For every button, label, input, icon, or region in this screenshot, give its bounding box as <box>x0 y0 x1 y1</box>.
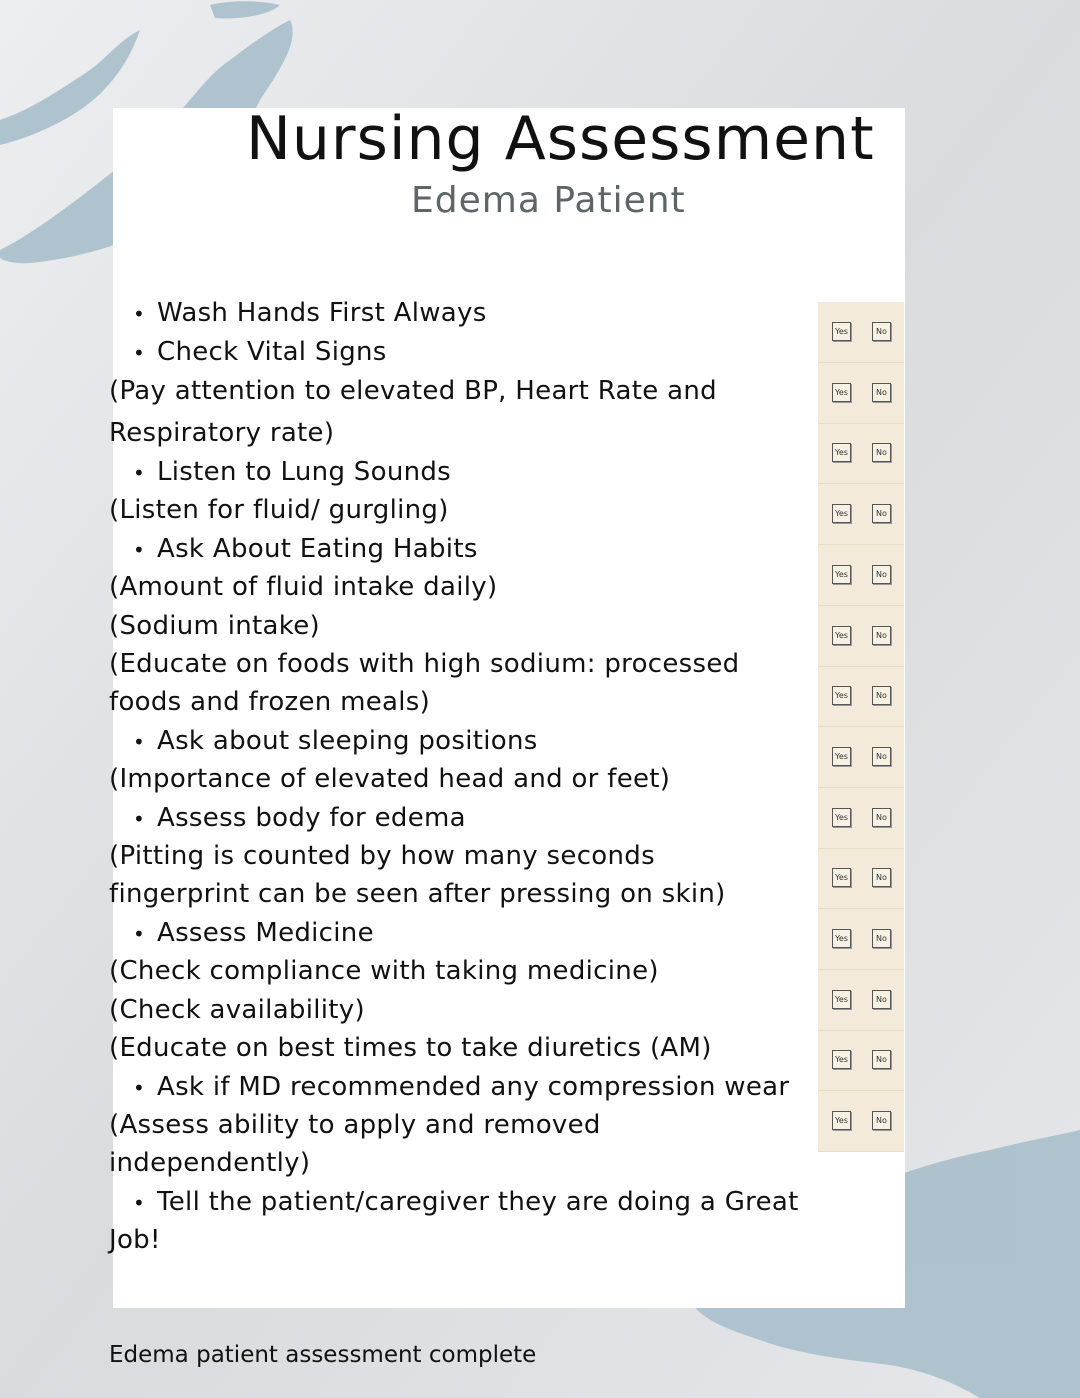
checkbox-row <box>818 363 904 424</box>
checklist-item: • Ask if MD recommended any compression wear <box>157 1072 789 1102</box>
checklist-item: • Tell the patient/caregiver they are doing a Great <box>157 1187 799 1217</box>
no-checkbox[interactable]: No <box>872 626 891 645</box>
checklist-note: (Assess ability to apply and removed <box>109 1110 601 1140</box>
yes-checkbox[interactable]: Yes <box>832 504 851 523</box>
yes-checkbox[interactable]: Yes <box>832 808 851 827</box>
no-checkbox[interactable]: No <box>872 322 891 341</box>
no-checkbox[interactable]: No <box>872 1111 891 1130</box>
checklist-item: • Assess body for edema <box>157 803 466 833</box>
checklist-item: • Wash Hands First Always <box>157 298 487 328</box>
yes-checkbox[interactable]: Yes <box>832 565 851 584</box>
page-subtitle: Edema Patient <box>411 180 686 221</box>
no-checkbox[interactable]: No <box>872 990 891 1009</box>
checkbox-row <box>818 302 904 363</box>
no-checkbox[interactable]: No <box>872 868 891 887</box>
yes-checkbox[interactable]: Yes <box>832 1111 851 1130</box>
checkbox-row <box>818 545 904 606</box>
yes-checkbox[interactable]: Yes <box>832 990 851 1009</box>
checklist-item: • Ask about sleeping positions <box>157 726 538 756</box>
yes-checkbox[interactable]: Yes <box>832 626 851 645</box>
yes-checkbox[interactable]: Yes <box>832 929 851 948</box>
no-checkbox[interactable]: No <box>872 808 891 827</box>
yes-checkbox[interactable]: Yes <box>832 686 851 705</box>
no-checkbox[interactable]: No <box>872 443 891 462</box>
checkbox-row <box>818 727 904 788</box>
yes-checkbox[interactable]: Yes <box>832 868 851 887</box>
checkbox-row <box>818 423 904 484</box>
yes-checkbox[interactable]: Yes <box>832 443 851 462</box>
checklist-note: foods and frozen meals) <box>109 687 431 717</box>
checklist-note: (Check compliance with taking medicine) <box>109 956 659 986</box>
yes-checkbox[interactable]: Yes <box>832 383 851 402</box>
yes-no-checkbox-strip <box>818 302 904 1152</box>
no-checkbox[interactable]: No <box>872 1050 891 1069</box>
checklist-note: fingerprint can be seen after pressing on skin) <box>109 879 726 909</box>
checkbox-row <box>818 666 904 727</box>
no-checkbox[interactable]: No <box>872 504 891 523</box>
yes-checkbox[interactable]: Yes <box>832 1050 851 1069</box>
checklist-item: • Check Vital Signs <box>157 337 387 367</box>
checklist-note: (Check availability) <box>109 995 365 1025</box>
page-title: Nursing Assessment <box>246 104 875 174</box>
checkbox-row <box>818 848 904 909</box>
checklist-note: (Amount of fluid intake daily) <box>109 572 498 602</box>
checkbox-row <box>818 1091 904 1152</box>
checklist-note: (Educate on foods with high sodium: processed <box>109 649 740 679</box>
no-checkbox[interactable]: No <box>872 747 891 766</box>
checklist-note: (Importance of elevated head and or feet) <box>109 764 671 794</box>
no-checkbox[interactable]: No <box>872 383 891 402</box>
no-checkbox[interactable]: No <box>872 686 891 705</box>
checkbox-row <box>818 1030 904 1091</box>
checklist-note: (Listen for fluid/ gurgling) <box>109 495 449 525</box>
no-checkbox[interactable]: No <box>872 929 891 948</box>
footer-caption: Edema patient assessment complete <box>109 1342 537 1368</box>
checklist-note: Respiratory rate) <box>109 418 335 448</box>
checkbox-row <box>818 606 904 667</box>
checkbox-row <box>818 970 904 1031</box>
checklist-item: • Ask About Eating Habits <box>157 534 478 564</box>
checkbox-row <box>818 909 904 970</box>
checklist-note: (Pay attention to elevated BP, Heart Rate and <box>109 376 717 406</box>
checklist-note: (Pitting is counted by how many seconds <box>109 841 655 871</box>
checkbox-row <box>818 484 904 545</box>
checklist-note: (Educate on best times to take diuretics (AM) <box>109 1033 712 1063</box>
checklist-item: • Assess Medicine <box>157 918 374 948</box>
yes-checkbox[interactable]: Yes <box>832 747 851 766</box>
checklist-note: Job! <box>109 1225 161 1255</box>
checklist-item: • Listen to Lung Sounds <box>157 457 451 487</box>
no-checkbox[interactable]: No <box>872 565 891 584</box>
yes-checkbox[interactable]: Yes <box>832 322 851 341</box>
checklist-note: (Sodium intake) <box>109 611 320 641</box>
checklist-note: independently) <box>109 1148 311 1178</box>
checkbox-row <box>818 788 904 849</box>
